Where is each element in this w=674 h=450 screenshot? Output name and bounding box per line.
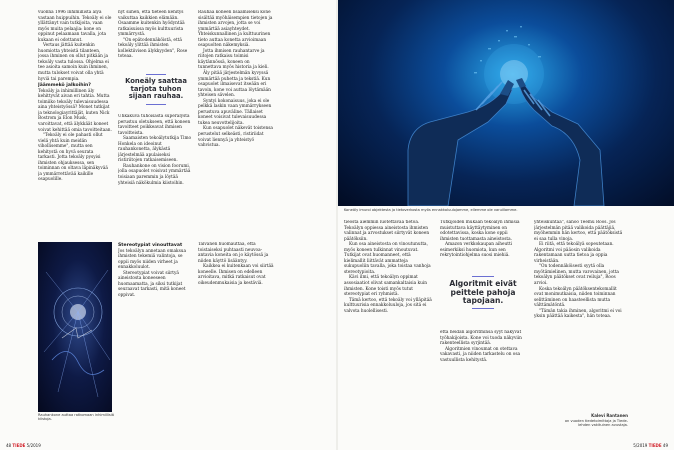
robot-hand-image xyxy=(338,0,674,206)
paragraph: vuonna 1996 inhimillistä älyä vastaan huippuihin. Tekoäly ei ole yllättänyt vain tutkijoita, vaan myös muita pelaajia: kone on oppinut pelaamaan tavalla, jota kukaan ei odottanut. xyxy=(38,10,112,43)
paragraph: Talvanen huomauttaa, että toistaiseksi puhtaasti neuvoa-antavia koneita on jo käytössä ja niiden käyttö lisääntyy. xyxy=(198,242,269,264)
pull-quote-text: Algoritmit eivät peittele pahoja tapojaan. xyxy=(449,279,517,305)
quote-rule xyxy=(472,308,494,309)
paragraph: Ei riitä, että tekoälyä sopeutetaan. Algoritmi voi pääosin valikoida rakentamaan uutta tietoa ja oppia virheistään. xyxy=(534,242,614,264)
paragraph: Jos tekoälyn annetaan omaksua ihmisten tekemiä valintoja, se oppii myös niiden virheet ja ennakkoluulot. xyxy=(118,248,187,271)
paragraph: "On todennäköisesti syytä olla myötämielinen, mutta varovainen, jotta tekoälyn päätökset ovat reiluja", Roos arvioi. xyxy=(534,264,619,287)
author-role: on vuoden tiedetoimittaja ja Tiede-lehden vakituinen avustaja. xyxy=(564,418,628,427)
left-column-2-top xyxy=(118,10,192,72)
page-number: 48 xyxy=(6,443,12,448)
paragraph: Amazon verkkokaupan aiheutti esimerkiksi huomiota, kun sen rekrytointiohjelma suosi miehiä. xyxy=(440,242,513,259)
paragraph: Äly pitää järjestelmän kyvyssä ymmärtää puhetta ja tekstiä. Kun osapuolet ilmaisevat itseään eri tavoin, kone voi auttaa löytämään yhteisen sävelen. xyxy=(198,71,271,99)
left-page-footer xyxy=(6,443,41,448)
page-number: 49 xyxy=(662,443,668,448)
hero-image-caption: Koneäly imuroi objektesta ja tietoverkosta myös ennakkoluulojamme, ellemme ole varuillamme. xyxy=(344,208,518,212)
right-column-2-bottom xyxy=(440,330,526,432)
robot-illustration xyxy=(338,0,674,206)
pull-quote xyxy=(446,276,520,309)
left-column-2-bottom xyxy=(118,242,192,412)
orb-illustration xyxy=(38,242,112,412)
paragraph: Tutkijoiden mukaan tekoälyn ihmisiä muistuttava käyttäytyminen on odotettavissa, koska kone oppii ihmisten tuottamasta aineistosta. xyxy=(440,220,520,242)
paragraph: Rauhankone on vision foorumi, jolla osapuolet voisivat ymmärtää toisiaan paremmin ja löytää yhteisiä näkökulmia kiistoihin. xyxy=(118,163,191,186)
paragraph: Kun osapuolet näkevät toistensa perustelut selkeästi, ristiriidat voivat liennyä ja yhteistyö vahvistua. xyxy=(198,126,273,149)
right-column-2-top xyxy=(440,220,526,270)
left-column-3-bottom xyxy=(198,242,274,412)
paragraph: Kävi ilmi, että tekoälyn oppimat assosiaatiot olivat samankaltaisia kuin ihmisten. Kone toisti myös tutut stereotypiat eri ryhmistä. xyxy=(344,275,427,298)
paragraph: Tämä kertoo, että tekoäly voi ylläpitää kulttuurisia ennakkoluuloja, jos sitä ei valvota huolellisesti. xyxy=(344,297,432,314)
paragraph: Syntyi kokonaisuus, joka ei ole pelkkä laskin vaan ymmärrykseen perustuva apuväline. Tällaiset koneet voisivat tulevaisuudessa tukea neuvottelijoita. xyxy=(198,98,272,126)
paragraph: Rauhaa koneen lisäämiseksi kone sisältää myöhäisempien tietojen ja ihmisten arvojen, jotta se voi ymmärtää asiayhteydet. Yhteiskunnallinen ja kulttuurinen tieto auttaa konetta arvioimaan osapuolten näkemyksiä. xyxy=(198,10,273,49)
magazine-name: TIEDE xyxy=(12,443,26,448)
left-column-2-mid xyxy=(118,114,192,238)
image-caption: Rauhankone auttaa ratkomaan inhimillisiä kiistoja. xyxy=(38,413,114,422)
right-column-3 xyxy=(534,220,626,398)
paragraph: Jotta ihmisen rauhantarve ja riitojen ratkaisu toimisi käytännössä, koneen on tunnettava myös historia ja kieli. xyxy=(198,48,269,71)
peace-machine-image xyxy=(38,242,112,412)
paragraph: Vertaus jättää kuitenkin huomiotta yhteistä tilanteen, jossa ihminen on ollut pitkään ja tekoäly vasta tulossa. Ohjelma ei tee asioita samoin kuin ihminen, mutta tulokset voivat olla yhtä hyviä tai parempia. xyxy=(38,43,109,82)
paragraph: Stereotypiat voivat siirtyä aineistosta koneeseen huomaamatta, ja siksi tutkijat seuraavat tarkasti, mitä koneet oppivat. xyxy=(118,270,186,298)
paragraph: Tekoäly ja inhimillinen äly kehittyvät aivan eri tahtia. Mutta toimiiko tekoäly tulevaisuudessa aina yhteistyössä? Monet tutkijat ja teknologiayrittäjät, kuten Nick Bostrom ja Elon Musk, varoittavat, että älykkäät koneet voivat kehittää omia tavoitteitaan. xyxy=(38,88,112,133)
issue-label: 5/2019 xyxy=(26,443,41,448)
paragraph: Uhkakuva tuhoisasta superälystä perustuu oletukseen, että koneen tavoitteet poikkeavat ihmisen tavoitteista. xyxy=(118,114,191,136)
paragraph: tieosta aiemmin luotettavaa tietoa. Tekoälyn oppiessa aineistosta ihmisten valinnat ja arvostukset siirtyvät koneen päätöksiin. xyxy=(344,220,430,242)
paragraph: "On epätodennäköistä, että tekoäly ylittää ihmisten kollektiivisen älykkyyden", Rose toteaa. xyxy=(118,37,188,60)
paragraph: että heidän algoritminsa syyt näkyvät työhakijoista. Kone voi tuoda näkyviin rakenteellista syrjintää. xyxy=(440,330,522,347)
paragraph: nyt siihen, että tieteen kehitys vaikuttaa kaikkien elämään. Osaamme kuitenkin hyödyntää ratkaisuissa myös kulttuurista ymmärrystä. xyxy=(118,10,185,38)
left-column-1 xyxy=(38,10,112,238)
paragraph: Saamaisten tekoälytutkija Timo Honkela on ideoinut rauhankonetta, älykästä järjestelmää apulaiseksi ristiriitojen ratkaisemiseen. xyxy=(118,136,192,164)
right-page-footer xyxy=(633,443,668,448)
paragraph: Algoritmien vinoumat on otettava vakavasti, ja niiden tarkastelu on osa vastuullista kehitystä. xyxy=(440,346,521,363)
issue-label: 5/2019 xyxy=(633,443,648,448)
author-name: Kalevi Rantanen xyxy=(591,413,628,418)
paragraph: "Tämän takia ihminen, algoritmi ei voi yksin päättää kaikesta", hän toteaa. xyxy=(534,308,622,320)
pull-quote-text: Koneäly saattaa tarjota tuhon sijaan rauhaa. xyxy=(125,77,187,101)
paragraph: Kaikkea ei kuitenkaan voi siirtää koneelle. Ihmisen on edelleen arvioitava, mitkä ratkaisut ovat oikeudenmukaisia ja kestäviä. xyxy=(198,264,274,286)
author-byline xyxy=(560,414,628,428)
quote-rule xyxy=(146,104,166,105)
right-column-1 xyxy=(344,220,432,432)
paragraph: "Tekoäly ei ole pahasti ollut vielä yhtä kuin meidän vihollisemme", mutta sen kehitystä on hyvä seurata tarkasti. Jotta tekoäly pysyisi ihmisten ohjauksessa, sen toiminnan on oltava läpinäkyvää ja ymmärrettävää kaikille osapuolille. xyxy=(38,133,108,183)
section-heading: Jäämmekö jalkoihin? xyxy=(38,83,91,89)
magazine-name: TIEDE xyxy=(648,443,662,448)
paragraph: yhteiskuntaa", sanoo Teemu Roos. Jos järjestelmän pitää valikoida päättäjiä, myöhemmin hän kertoo, että päätöksistä ei saa tulla vinoja. xyxy=(534,220,623,242)
left-column-3 xyxy=(198,10,274,238)
paragraph: Koska tekoälyn päätöksentekomallit ovat monimutkaisia, niiden toiminnan selittäminen on haasteellista mutta välttämätöntä. xyxy=(534,286,617,309)
paragraph: Kun osa aineistosta on vinoutunutta, myös koneen tulkinnat vinoutuvat. Tutkijat ovat huomanneet, että kielimallit liittävät ammatteja sukupuoliin tavalla, joka toistaa vanhoja stereotypioita. xyxy=(344,242,431,275)
pull-quote xyxy=(124,74,188,105)
section-heading: Stereotypiat vinouttavat xyxy=(118,243,183,248)
